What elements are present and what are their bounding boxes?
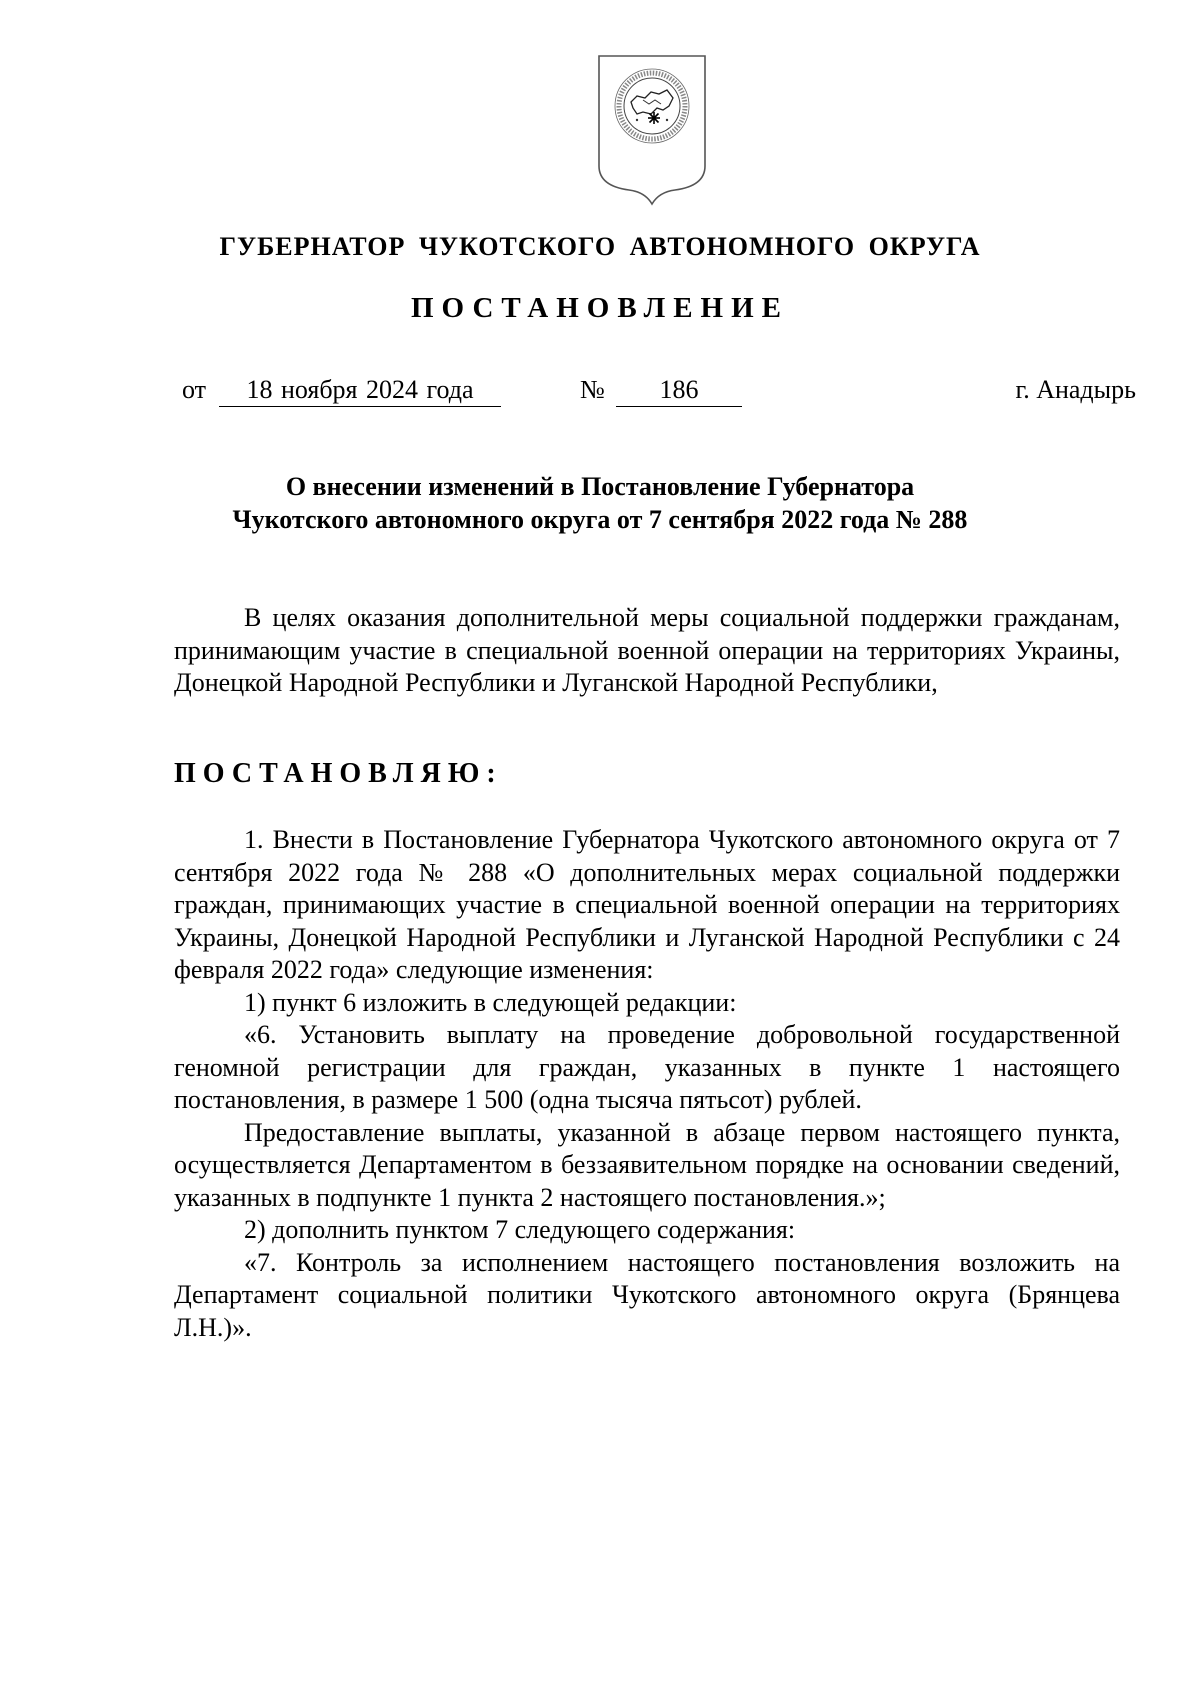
document-city: г. Анадырь bbox=[1015, 375, 1136, 404]
document-date: 18 ноября 2024 года bbox=[219, 374, 501, 407]
paragraph-2: 1) пункт 6 изложить в следующей редакции: bbox=[244, 987, 737, 1017]
subject-line-1: О внесении изменений в Постановление Губернатора bbox=[285, 472, 915, 501]
subject-line-2: Чукотского автономного округа от 7 сентября 2022 года № 288 bbox=[232, 505, 968, 534]
resolution-body bbox=[174, 824, 1120, 1344]
document-type: ПОСТАНОВЛЕНИЕ bbox=[410, 292, 789, 324]
date-from-label: от bbox=[182, 375, 207, 404]
document-subject bbox=[0, 470, 1200, 536]
organization-title: ГУБЕРНАТОР ЧУКОТСКОГО АВТОНОМНОГО ОКРУГА bbox=[219, 232, 981, 261]
number-sign: № bbox=[580, 375, 605, 404]
document-number: 186 bbox=[616, 374, 742, 407]
preamble-text: В целях оказания дополнительной меры социальной поддержки гражданам, принимающим участие в специальной военной операции на территориях Украины, Донецкой Народной Республики и Луганской Народной Республики, bbox=[174, 603, 1120, 697]
paragraph-3: «6. Установить выплату на проведение добровольной государственной геномной регистрации для граждан, указанных в пункте 1 настоящего постановления, в размере 1 500 (одна тысяча пятьсот) рублей. bbox=[174, 1020, 1120, 1114]
paragraph-5: 2) дополнить пунктом 7 следующего содержания: bbox=[244, 1215, 796, 1244]
preamble bbox=[174, 602, 1120, 700]
resolve-heading: ПОСТАНОВЛЯЮ: bbox=[174, 758, 503, 789]
paragraph-6: «7. Контроль за исполнением настоящего постановления возложить на Департамент социальной политики Чукотского автономного округа (Брянцева Л.Н.)». bbox=[174, 1247, 1120, 1342]
paragraph-1: 1. Внести в Постановление Губернатора Чукотского автономного округа от 7 сентября 2022 года № 288 «О дополнительных мерах социальной поддержки граждан, принимающих участие в специальной военной операции на территориях Украины, Донецкой Народной Республики и Луганской Народной Республики с 24 февраля 2022 года» следующие изменения: bbox=[174, 825, 1120, 984]
paragraph-4: Предоставление выплаты, указанной в абзаце первом настоящего пункта, осуществляется Департаментом в беззаявительном порядке на основании сведений, указанных в подпункте 1 пункта 2 настоящего постановления.»; bbox=[174, 1117, 1120, 1212]
coat-of-arms-icon bbox=[597, 54, 707, 206]
